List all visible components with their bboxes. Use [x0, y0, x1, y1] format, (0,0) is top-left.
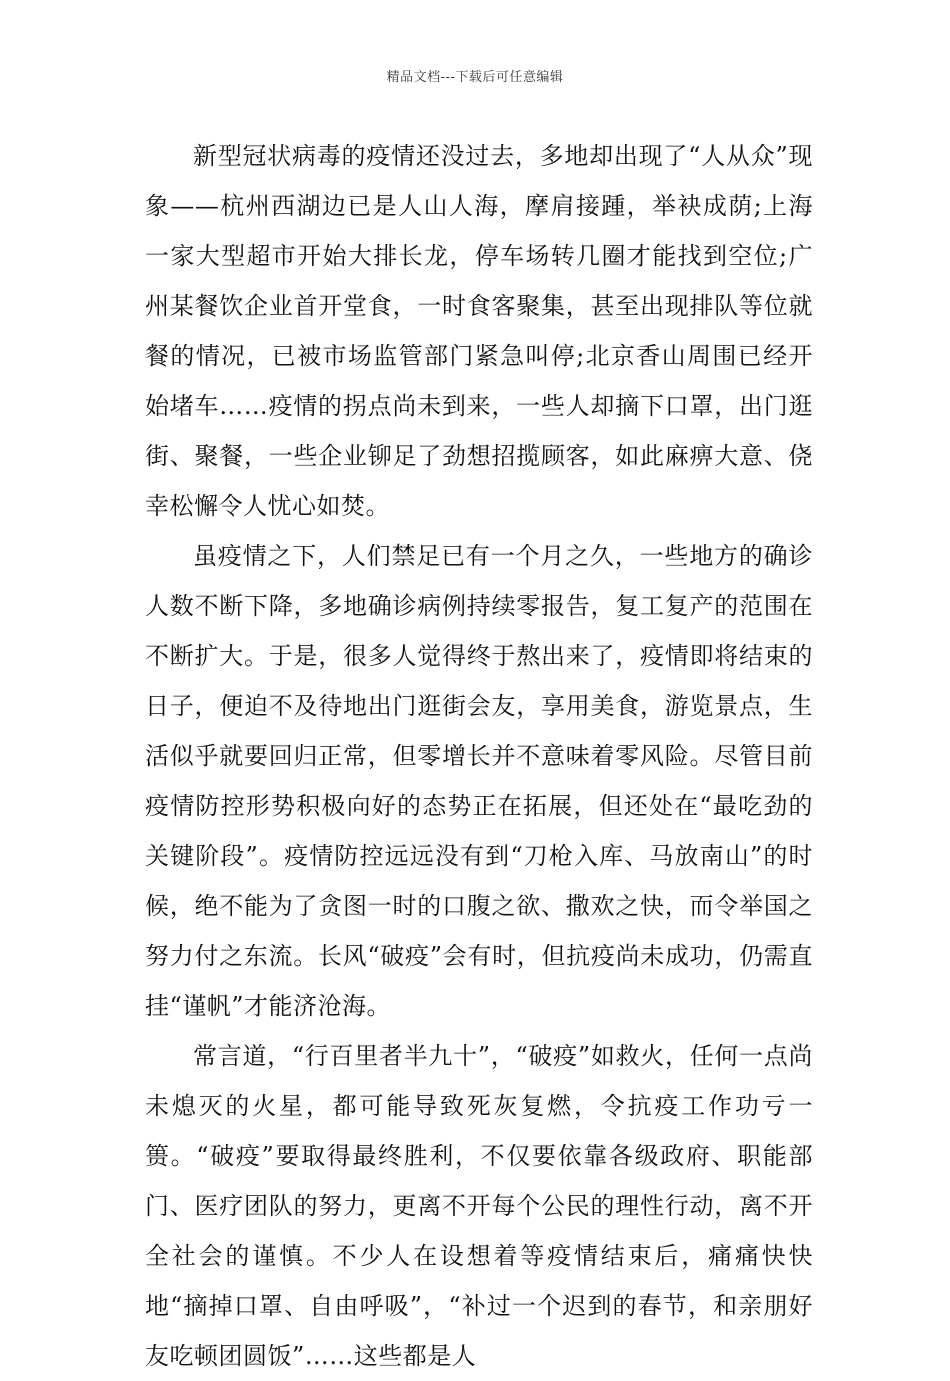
paragraph-2: 虽疫情之下，人们禁足已有一个月之久，一些地方的确诊人数不断下降，多地确诊病例持续零报告，复工复产的范围在不断扩大。于是，很多人觉得终于熬出来了，疫情即将结束的日子，便迫不及待地出门逛街会友，享用美食，游览景点，生活似乎就要回归正常，但零增长并不意味着零风险。尽管目前疫情防控形势积极向好的态势正在拓展，但还处在“最吃劲的关键阶段”。疫情防控远远没有到“刀枪入库、马放南山”的时候，绝不能为了贪图一时的口腹之欲、撒欢之快，而令举国之努力付之东流。长风“破疫”会有时，但抗疫尚未成功，仍需直挂“谨帆”才能济沧海。: [145, 542, 813, 1020]
page-header: 精品文档---下载后可任意编辑: [386, 70, 564, 85]
document-body: [145, 131, 813, 1381]
paragraph-3: 常言道，“行百里者半九十”，“破疫”如救火，任何一点尚未熄灭的火星，都可能导致死灰复燃，令抗疫工作功亏一篑。“破疫”要取得最终胜利，不仅要依靠各级政府、职能部门、医疗团队的努力，更离不开每个公民的理性行动，离不开全社会的谨慎。不少人在设想着等疫情结束后，痛痛快快地“摘掉口罩、自由呼吸”，“补过一个迟到的春节，和亲朋好友吃顿团圆饭”……这些都是人: [145, 1042, 813, 1370]
paragraph-1: 新型冠状病毒的疫情还没过去，多地却出现了“人从众”现象——杭州西湖边已是人山人海，摩肩接踵，举袂成荫;上海一家大型超市开始大排长龙，停车场转几圈才能找到空位;广州某餐饮企业首开堂食，一时食客聚集，甚至出现排队等位就餐的情况，已被市场监管部门紧急叫停;北京香山周围已经开始堵车……疫情的拐点尚未到来，一些人却摘下口罩，出门逛街、聚餐，一些企业铆足了劲想招揽顾客，如此麻痹大意、侥幸松懈令人忧心如焚。: [145, 142, 813, 520]
